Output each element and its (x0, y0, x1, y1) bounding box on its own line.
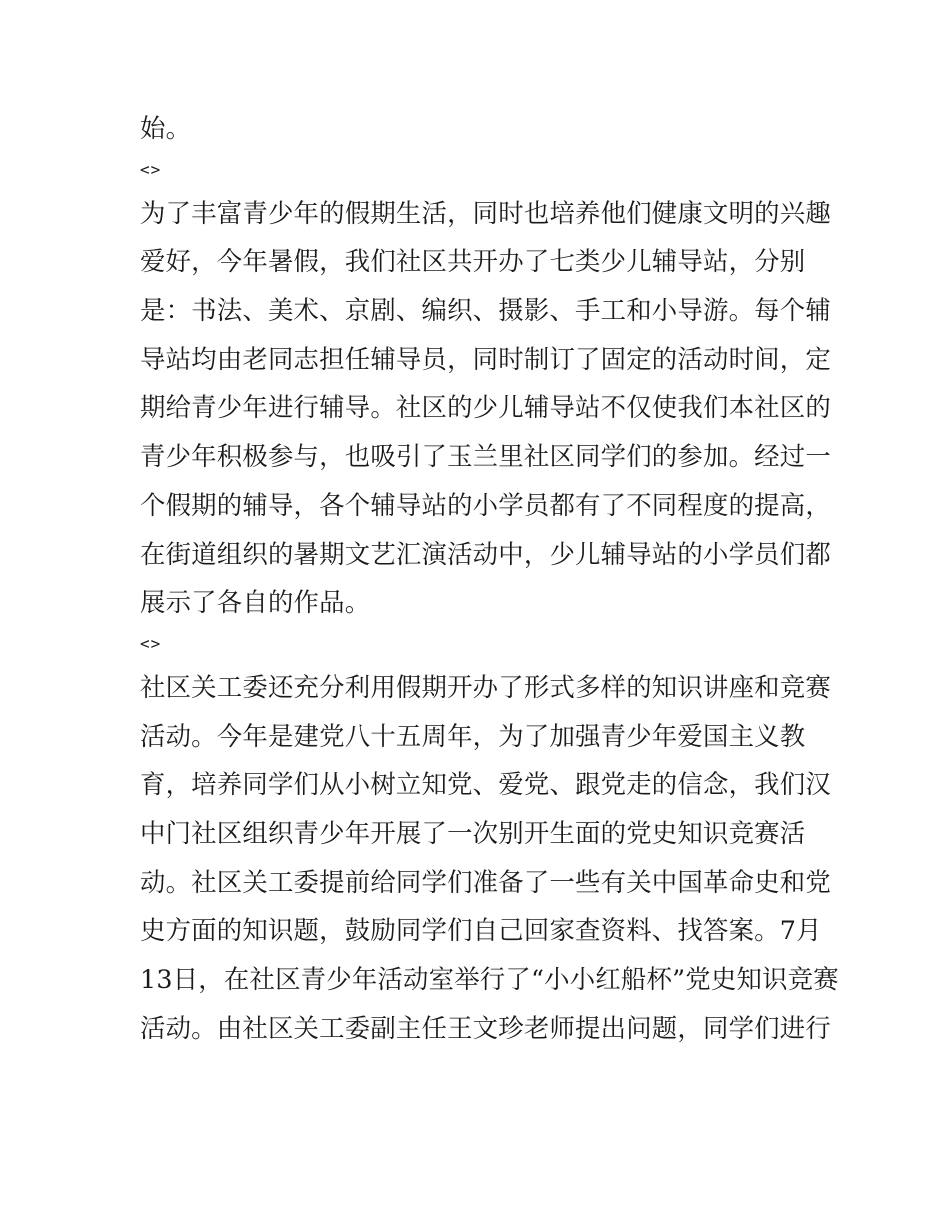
text-line: 始。 (140, 113, 192, 143)
text-line: 期给青少年进行辅导。社区的少儿辅导站不仅使我们本社区的 (140, 392, 831, 423)
text-line: 爱好，今年暑假，我们社区共开办了七类少儿辅导站，分别 (140, 246, 806, 277)
document-page (140, 108, 839, 1056)
text-line: 13日，在社区青少年活动室举行了“小小红船杯”党史知识竞赛 (140, 964, 839, 994)
text-line: 在街道组织的暑期文艺汇演活动中，少儿辅导站的小学员们都 (140, 538, 831, 569)
text-line: 社区关工委还充分利用假期开办了形式多样的知识讲座和竞赛 (140, 671, 831, 702)
intro-paragraph (140, 108, 815, 148)
text-line: 中门社区组织青少年开展了一次别开生面的党史知识竞赛活 (140, 817, 806, 848)
paragraph-knowledge-contest (140, 667, 839, 1048)
text-line: 是：书法、美术、京剧、编织、摄影、手工和小导游。每个辅 (140, 295, 831, 326)
text-line: 活动。由社区关工委副主任王文珍老师提出问题，同学们进行 (140, 1012, 831, 1043)
text-line: 动。社区关工委提前给同学们准备了一些有关中国革命史和党 (140, 866, 831, 897)
text-line: 青少年积极参与，也吸引了玉兰里社区同学们的参加。经过一 (140, 441, 831, 472)
separator-marker: <> (140, 633, 162, 653)
text-line: 导站均由老同志担任辅导员，同时制订了固定的活动时间，定 (140, 343, 831, 374)
text-line: 活动。今年是建党八十五周年，为了加强青少年爱国主义教 (140, 720, 806, 751)
text-line: 为了丰富青少年的假期生活，同时也培养他们健康文明的兴趣 (140, 197, 831, 228)
separator-marker: <> (140, 159, 162, 179)
paragraph-summer-tutoring (140, 193, 831, 623)
text-line: 育，培养同学们从小树立知党、爱党、跟党走的信念，我们汉 (140, 769, 831, 800)
text-line: 展示了各自的作品。 (140, 587, 371, 618)
text-line: 史方面的知识题，鼓励同学们自己回家查资料、找答案。7月 (140, 915, 822, 946)
text-line: 个假期的辅导，各个辅导站的小学员都有了不同程度的提高， (140, 489, 831, 520)
